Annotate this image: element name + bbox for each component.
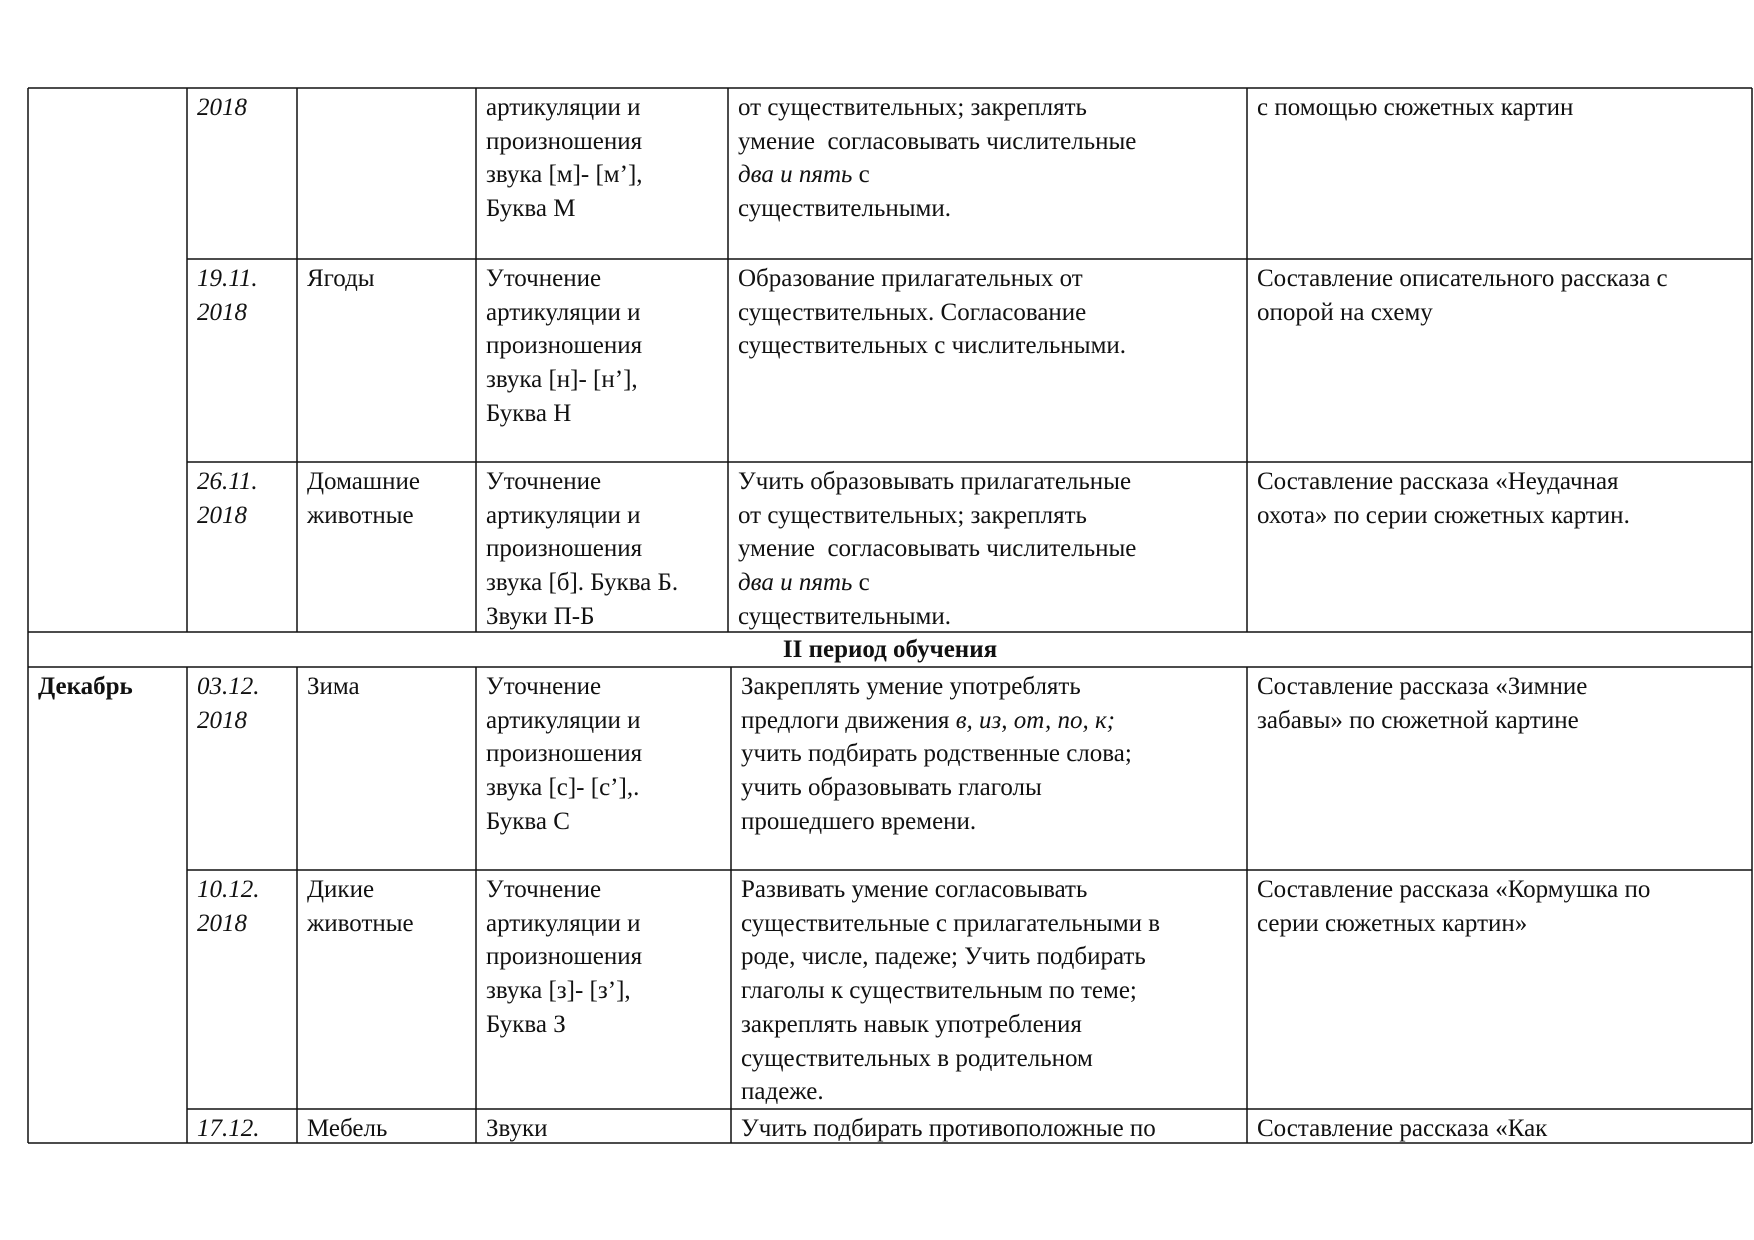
row-1-speech-cell [1247, 88, 1752, 125]
sound-line: Звуки [486, 1115, 548, 1142]
text-segment: учить образовывать глаголы [741, 774, 1042, 802]
row-3-speech-cell [1247, 462, 1752, 532]
speech-line: охота» по серии сюжетных картин. [1257, 501, 1630, 529]
row-6-grammar-cell [731, 1109, 1250, 1146]
row-5-sound-cell [476, 870, 728, 1042]
text-segment: с [852, 569, 870, 597]
speech-line: Составление рассказа «Кормушка по [1257, 876, 1651, 903]
topic-line: Ягоды [307, 265, 375, 292]
month-label: Декабрь [38, 673, 133, 700]
sound-line: Звуки П-Б [486, 602, 595, 630]
grammar-line [741, 974, 1250, 1008]
sound-line: артикуляции и [486, 501, 641, 529]
row-5-topic-cell [297, 870, 476, 940]
row-1-topic-cell [297, 88, 476, 91]
text-segment: существительными. [738, 602, 951, 630]
row-5-speech-cell [1247, 870, 1752, 940]
text-segment: от существительных; закреплять [738, 501, 1087, 529]
topic-line: Мебель [307, 1115, 388, 1142]
sound-line: Буква М [486, 195, 576, 223]
row-4-topic-cell [297, 667, 476, 704]
grammar-line [738, 125, 1247, 159]
sound-line: звука [б]. Буква Б. [486, 569, 679, 597]
row-5-grammar-cell [731, 870, 1250, 1109]
text-segment: Образование прилагательных от [738, 265, 1083, 292]
row-3-date-cell [187, 462, 297, 532]
text-segment: умение согласовывать числительные [738, 535, 1137, 563]
text-segment: закреплять навык употребления [741, 1010, 1082, 1038]
row-3-sound-cell [476, 462, 728, 634]
row-4-sound-cell [476, 667, 728, 839]
topic-line: Зима [307, 673, 360, 700]
speech-line: Составление рассказа «Неудачная [1257, 468, 1619, 495]
row-5-date-cell [187, 870, 297, 940]
grammar-line [738, 262, 1247, 296]
grammar-line [738, 465, 1247, 499]
row-1-grammar-cell [728, 88, 1247, 226]
row-4-date-cell [187, 667, 297, 737]
sound-line: Уточнение [486, 673, 602, 700]
grammar-line [741, 1075, 1250, 1109]
row-2-sound-cell [476, 259, 728, 431]
text-segment: учить подбирать родственные слова; [741, 740, 1132, 768]
sound-line: произношения [486, 535, 643, 563]
italic-text: два и пять [738, 161, 853, 189]
grammar-line [741, 1042, 1250, 1076]
speech-line: серии сюжетных картин» [1257, 909, 1528, 937]
text-segment: существительными. [738, 195, 951, 223]
text-segment: роде, числе, падеже; Учить подбирать [741, 943, 1146, 971]
grammar-line [741, 940, 1250, 974]
sound-line: артикуляции и [486, 706, 641, 734]
date-line: 19.11. [197, 265, 258, 292]
row-3-topic-cell [297, 462, 476, 532]
date-line: 03.12. [197, 673, 260, 700]
speech-line: с помощью сюжетных картин [1257, 94, 1574, 121]
row-6-sound-cell [476, 1109, 728, 1146]
italic-text: два и пять [738, 569, 853, 597]
grammar-line [741, 670, 1250, 704]
date-line: 26.11. [197, 468, 258, 495]
text-segment: существительных с числительными. [738, 332, 1127, 360]
month-cell [28, 667, 187, 704]
grammar-line [738, 296, 1247, 330]
row-2-grammar-cell [728, 259, 1247, 363]
row-2-speech-cell [1247, 259, 1752, 329]
sound-line: произношения [486, 943, 643, 971]
date-line: 2018 [197, 909, 247, 937]
row-2-date-cell [187, 259, 297, 329]
text-segment: существительные с прилагательными в [741, 909, 1161, 937]
speech-line: Составление рассказа «Как [1257, 1115, 1548, 1142]
grammar-line [741, 873, 1250, 907]
text-segment: Учить образовывать прилагательные [738, 468, 1132, 495]
sound-line: звука [м]- [м’], [486, 161, 643, 189]
text-segment: прошедшего времени. [741, 807, 977, 835]
speech-line: Составление рассказа «Зимние [1257, 673, 1588, 700]
grammar-line [738, 566, 1247, 600]
text-segment: Развивать умение согласовывать [741, 876, 1088, 903]
sound-line: произношения [486, 740, 643, 768]
grammar-line [738, 158, 1247, 192]
speech-line: опорой на схему [1257, 298, 1433, 326]
date-line: 2018 [197, 501, 247, 529]
sound-line: Уточнение [486, 876, 602, 903]
row-2-topic-cell [297, 259, 476, 296]
grammar-line [741, 907, 1250, 941]
period-heading: II период обучения [782, 636, 998, 663]
text-segment: существительных в родительном [741, 1044, 1093, 1072]
topic-line: Дикие [307, 876, 375, 903]
text-segment: Учить подбирать противоположные по [741, 1115, 1156, 1142]
sound-line: артикуляции и [486, 909, 641, 937]
text-segment: Закреплять умение употреблять [741, 673, 1081, 700]
sound-line: Уточнение [486, 265, 602, 292]
grammar-line [738, 192, 1247, 226]
row-4-speech-cell [1247, 667, 1752, 737]
date-line: 10.12. [197, 876, 260, 903]
speech-line: Составление описательного рассказа с [1257, 265, 1668, 292]
text-segment: с [852, 161, 870, 189]
sound-line: Буква З [486, 1010, 566, 1038]
topic-line: животные [307, 909, 414, 937]
grammar-line [741, 1112, 1250, 1146]
topic-line: животные [307, 501, 414, 529]
grammar-line [741, 771, 1250, 805]
speech-line: забавы» по сюжетной картине [1257, 706, 1579, 734]
row-1-sound-cell [476, 88, 728, 226]
italic-text: в, из, от, по, к; [955, 706, 1115, 734]
grammar-line [738, 91, 1247, 125]
text-segment: падеже. [741, 1078, 824, 1106]
row-4-grammar-cell [731, 667, 1250, 839]
text-segment: глаголы к существительным по теме; [741, 977, 1137, 1005]
topic-line: Домашние [307, 468, 420, 495]
sound-line: артикуляции и [486, 94, 641, 121]
grammar-line [738, 329, 1247, 363]
row-6-topic-cell [297, 1109, 476, 1146]
text-segment: от существительных; закреплять [738, 94, 1087, 121]
row-1-date-cell [187, 88, 297, 125]
grammar-line [741, 737, 1250, 771]
sound-line: Уточнение [486, 468, 602, 495]
sound-line: звука [с]- [с’],. [486, 774, 640, 802]
row-6-speech-cell [1247, 1109, 1752, 1146]
sound-line: произношения [486, 127, 643, 155]
grammar-line [738, 499, 1247, 533]
date-line: 2018 [197, 706, 247, 734]
sound-line: произношения [486, 332, 643, 360]
sound-line: Буква Н [486, 399, 572, 427]
grammar-line [741, 704, 1250, 738]
sound-line: Буква С [486, 807, 570, 835]
text-segment: предлоги движения [741, 706, 956, 734]
grammar-line [738, 600, 1247, 634]
date-line: 17.12. [197, 1115, 260, 1142]
text-segment: существительных. Согласование [738, 298, 1087, 326]
date-line: 2018 [197, 94, 247, 121]
sound-line: артикуляции и [486, 298, 641, 326]
date-line: 2018 [197, 298, 247, 326]
row-3-grammar-cell [728, 462, 1247, 634]
sound-line: звука [н]- [н’], [486, 366, 638, 394]
text-segment: умение согласовывать числительные [738, 127, 1137, 155]
row-6-date-cell [187, 1109, 297, 1146]
sound-line: звука [з]- [з’], [486, 977, 631, 1005]
grammar-line [741, 805, 1250, 839]
grammar-line [738, 532, 1247, 566]
grammar-line [741, 1008, 1250, 1042]
